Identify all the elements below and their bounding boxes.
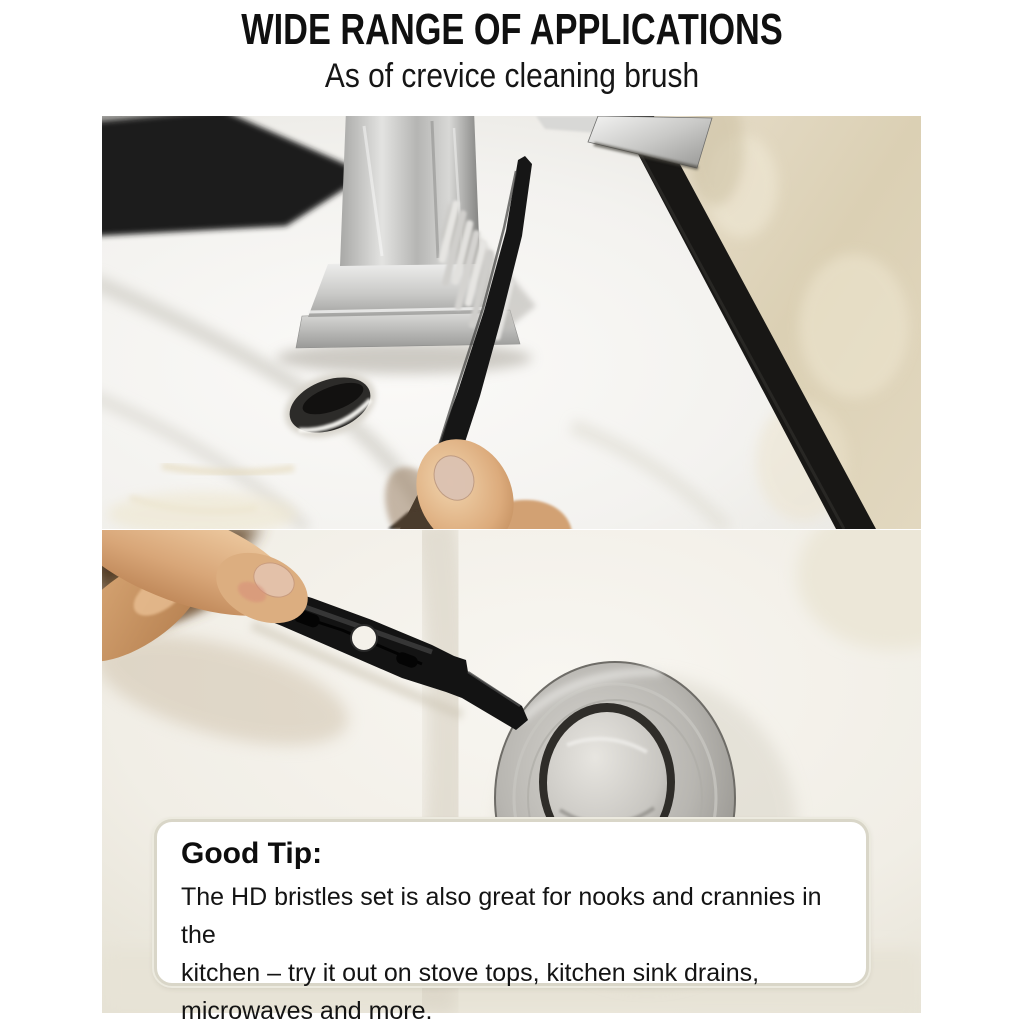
tip-heading: Good Tip: — [181, 837, 323, 870]
tip-body-line: microwaves and more. — [181, 997, 433, 1025]
tip-body — [181, 878, 840, 1030]
sink-crevice-photo — [102, 116, 921, 529]
tip-card — [154, 819, 869, 1025]
tip-body-line: kitchen – try it out on stove tops, kitchen sink drains, — [181, 959, 760, 987]
tip-body-line: The HD bristles set is also great for nooks and crannies in the — [181, 883, 822, 949]
page-subtitle: As of crevice cleaning brush — [324, 57, 700, 95]
page-title: WIDE RANGE OF APPLICATIONS — [241, 5, 783, 54]
